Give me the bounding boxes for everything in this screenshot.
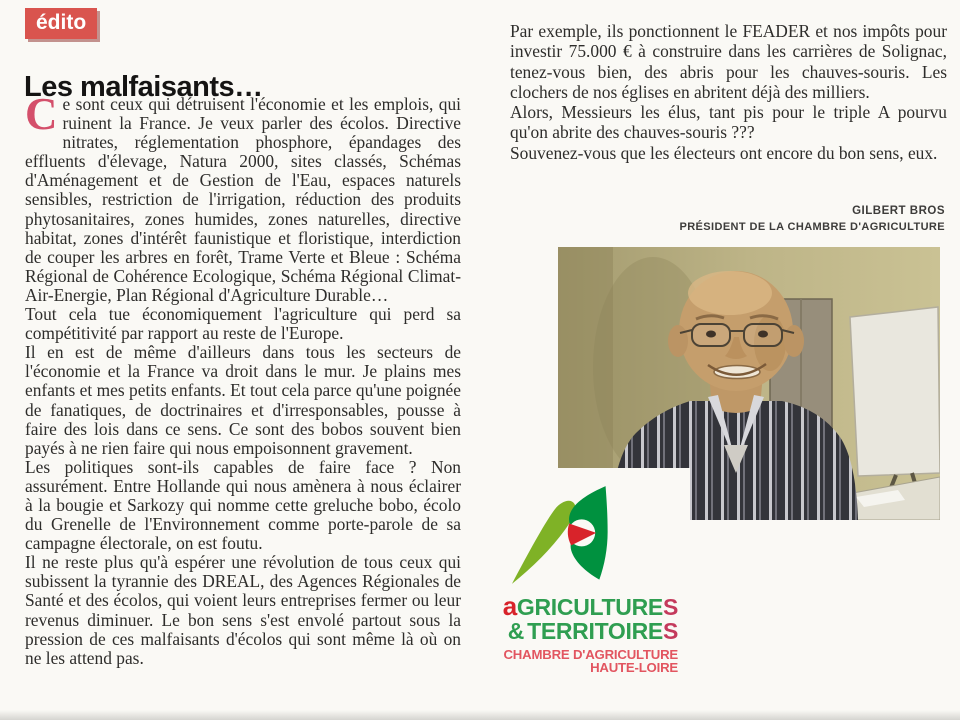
- wordmark-line-chambre: CHAMBRE D'AGRICULTURE: [503, 646, 678, 662]
- article-paragraph: Ce sont ceux qui détruisent l'économie et les emplois, qui ruinent la France. Je veux parler des écolos. Directive nitrates, réglementation phosphore, épandages des effluents d'élevage, Natura 2000, sites classés, Schémas d'Aménagement et de Gestion de l'Eau, espaces naturels sensibles, restriction de l'irrigation, réduction des produits phytosanitaires, zones humides, zones naturelles, directive habitat, zones d'intérêt faunistique et floristique, interdiction de couper les arbres en forêt, Trame Verte et Bleue : Schéma Régional de Cohérence Ecologique, Schéma Régional Climat-Air-Energie, Plan Régional d'Agriculture Durable…: [25, 89, 461, 305]
- article-title: Les malfaisants…: [24, 71, 263, 104]
- article-paragraph: Il en est de même d'ailleurs dans tous les secteurs de l'économie et la France va droit dans le mur. Je plains mes enfants et mes petits enfants. Et tout cela parce qu'une poignée de fanatiques, de doctrinaires et d'irresponsables, pousse à faire des lois dans ce sens. Ce sont des bobos souvent bien payés à ne rien faire qui nous empoisonnent gravement.: [25, 342, 461, 458]
- chambre-agriculture-wordmark: [448, 593, 678, 675]
- byline-author: GILBERT BROS: [852, 205, 945, 217]
- article-paragraph: Souvenez-vous que les électeurs ont encore du bon sens, eux.: [510, 142, 938, 163]
- byline-role: PRÉSIDENT DE LA CHAMBRE D'AGRICULTURE: [679, 221, 945, 233]
- article-paragraph: Les politiques sont-ils capables de faire face ? Non assurément. Entre Hollande qui nous amènera à nous éclairer à la bougie et Sarkozy qui nomme cette greluche bobo, écolo du Grenelle de l'Environnement comme porte-parole de sa campagne électorale, on est foutu.: [25, 456, 461, 554]
- article-paragraph: Il ne reste plus qu'à espérer une révolution de tous ceux qui subissent la tyrannie des DREAL, des Agences Régionales de Santé et des écolos, qui voient leurs entreprises fermer ou leur revenus diminuer. Le bon sens s'est envolé partout sous la pression de ces malfaisants d'écolos qui sont même là où on ne les attend pas.: [25, 552, 461, 668]
- chambre-agriculture-logo-icon: [506, 484, 624, 588]
- left-column: [25, 89, 461, 668]
- right-column: [510, 21, 947, 163]
- frame-bottom-shade: [0, 710, 960, 720]
- edito-badge: édito: [25, 8, 97, 39]
- wordmark-line-departement: HAUTE-LOIRE: [590, 660, 678, 676]
- dropcap-letter: C: [25, 89, 58, 139]
- byline: [679, 205, 945, 233]
- article-paragraph: Tout cela tue économiquement l'agriculture qui perd sa compétitivité par rapport au reste de l'Europe.: [25, 304, 461, 344]
- wordmark-line-agricultures: aGRICULTURES: [502, 591, 678, 621]
- article-paragraph: Par exemple, ils ponctionnent le FEADER et nos impôts pour investir 75.000 € à construire dans les carrières de Solignac, tenez-vous bien, des abris pour les chauves-souris. Les clochers de nos églises en abritent déjà des milliers.: [510, 21, 947, 102]
- article-paragraph: Alors, Messieurs les élus, tant pis pour le triple A pourvu qu'on abrite des chauves-souris ???: [510, 102, 947, 143]
- wordmark-line-territoires: & TERRITOIRES: [507, 617, 678, 644]
- portrait-photo: [558, 247, 940, 520]
